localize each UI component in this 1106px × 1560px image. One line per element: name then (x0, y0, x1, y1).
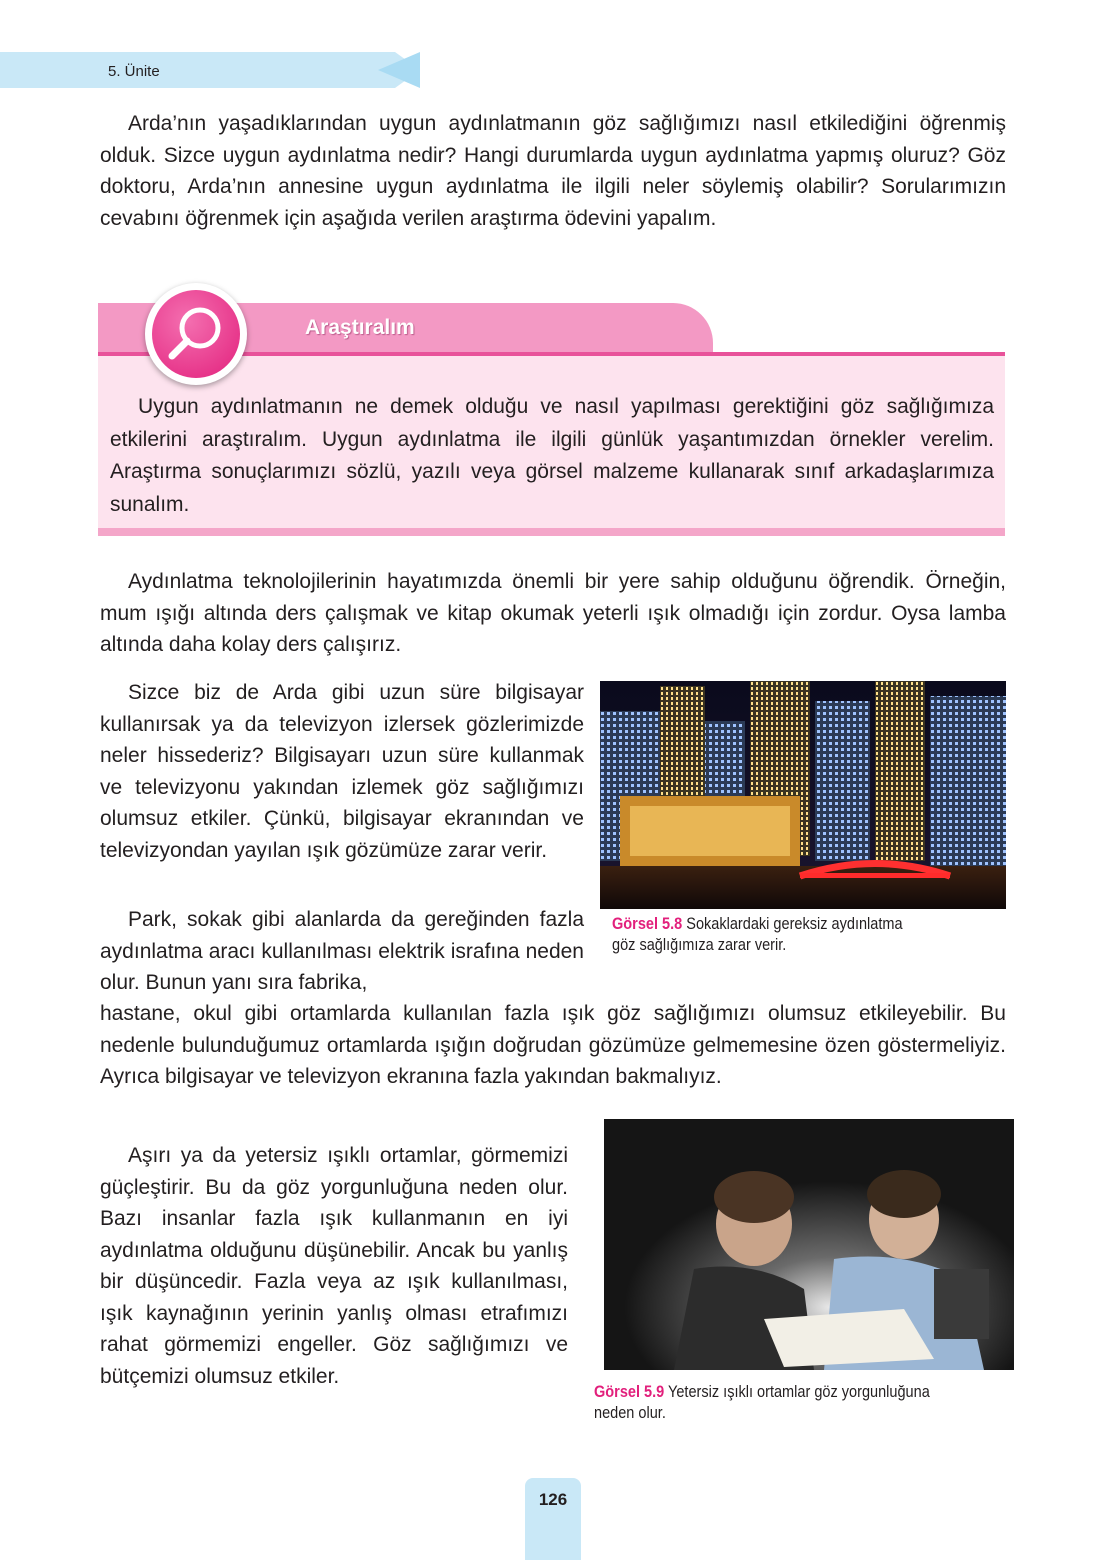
figure-5-8-caption (612, 914, 903, 956)
research-box-text: Uygun aydınlatmanın ne demek olduğu ve nasıl yapılması gerektiğini göz sağlığımıza etkilerini araştıralım. Uygun aydınlatma ile ilgili günlük yaşantımızdan örnekler verelim. Araştırma sonuçlarımızı sözlü, yazılı veya görsel malzeme kullanarak sınıf arkadaşlarımıza sunalım. (110, 395, 994, 516)
figure-5-9-caption-line1: Yetersiz ışıklı ortamlar göz yorgunluğuna (668, 1383, 930, 1401)
paragraph-park-street: Park, sokak gibi alanlarda da gereğinden fazla aydınlatma aracı kullanılması elektrik israfına neden olur. Bunun yanı sıra fabrika, (100, 908, 584, 994)
children-dark-room-photo (604, 1119, 1014, 1370)
city-night-photo (600, 681, 1006, 909)
figure-5-8-label: Görsel 5.8 (612, 915, 683, 933)
paragraph-hospital-school: hastane, okul gibi ortamlarda kullanılan fazla ışık göz sağlığımızı olumsuz etkileyebilir. Bu nedenle bulunduğumuz ortamlarda ışığın doğrudan gözümüze gelmemesine özen göstermeliyiz. Ayrıca bilgisayar ve televizyon ekranına fazla yakından bakmalıyız. (100, 1002, 1006, 1088)
paragraph-insufficient-light: Aşırı ya da yetersiz ışıklı ortamlar, görmemizi güçleştirir. Bu da göz yorgunluğuna neden olur. Bazı insanlar fazla ışık kullanmanın en iyi aydınlatma olduğunu düşünebilir. Ancak bu yanlış bir düşüncedir. Fazla veya az ışık kullanılması, ışık kaynağının yerinin yanlış olması etrafımızı rahat görmemizi engeller. Göz sağlığımızı ve bütçemizi olumsuz etkiler. (100, 1144, 568, 1388)
figure-5-8-caption-line2: göz sağlığımıza zarar verir. (612, 936, 787, 954)
magnifier-icon (152, 290, 240, 378)
unit-header-chevron (378, 52, 420, 88)
paragraph-lighting-tech: Aydınlatma teknolojilerinin hayatımızda önemli bir yere sahip olduğunu öğrendik. Örneğin, mum ışığı altında ders çalışmak ve kitap okumak yeterli ışık olmadığı için zordur. Oysa lamba altında daha kolay ders çalışırız. (100, 570, 1006, 656)
unit-label: 5. Ünite (108, 63, 160, 80)
figure-5-8-caption-line1: Sokaklardaki gereksiz aydınlatma (686, 915, 903, 933)
figure-5-9-caption-line2: neden olur. (594, 1404, 666, 1422)
research-box-title: Araştıralım (305, 316, 415, 339)
unit-header-band (0, 52, 395, 88)
intro-paragraph: Arda’nın yaşadıklarından uygun aydınlatmanın göz sağlığımızı nasıl etkilediğini öğrenmiş olduk. Sizce uygun aydınlatma nedir? Hangi durumlarda uygun aydınlatma yapmış oluruz? Göz doktoru, Arda’nın annesine uygun aydınlatma ile ilgili neler söylemiş olabilir? Sorularımızın cevabını öğrenmek için aşağıda verilen araştırma ödevini yapalım. (100, 112, 1006, 230)
page-number: 126 (538, 1490, 568, 1509)
figure-5-9-label: Görsel 5.9 (594, 1383, 665, 1401)
figure-5-9-caption (594, 1382, 930, 1424)
paragraph-computer-use: Sizce biz de Arda gibi uzun süre bilgisayar kullanırsak ya da televizyon izlersek gözlerimizde neler hissederiz? Bilgisayarı uzun süre kullanmak ve televizyonu yakından izlemek göz sağlığımızı olumsuz etkiler. Çünkü, bilgisayar ekranından ve televizyondan yayılan ışık gözümüze zarar verir. (100, 681, 584, 862)
research-box-bottom-bar (98, 528, 1005, 536)
